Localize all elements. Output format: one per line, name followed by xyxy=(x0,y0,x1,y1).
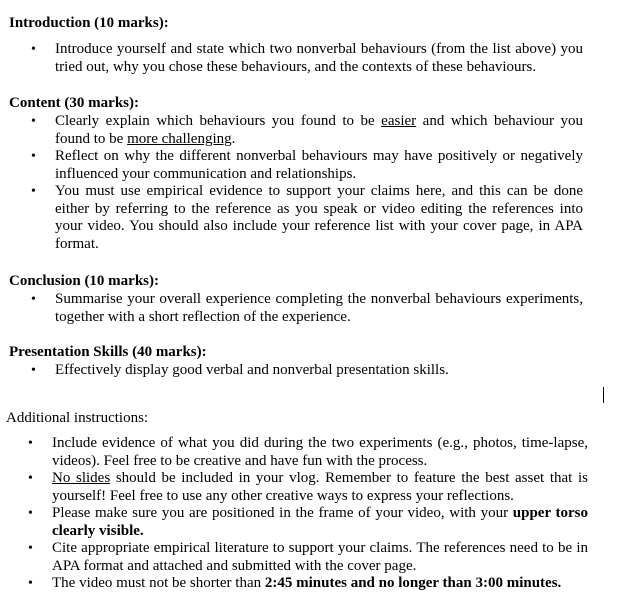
emphasis-more-challenging: more challenging xyxy=(127,130,232,147)
list-item: • Include evidence of what you did during the two experiments (e.g., photos, time-lapse, videos). Feel free to be creative and have fun with the process. xyxy=(28,435,588,469)
list-item: • Clearly explain which behaviours you found to be easier and which behaviour you found to be more challenging. xyxy=(31,113,583,147)
presentation-list xyxy=(31,362,583,380)
text-cursor xyxy=(603,387,604,403)
additional-list xyxy=(28,435,589,593)
content-list xyxy=(31,113,583,253)
bullet-icon: • xyxy=(28,506,33,521)
presentation-heading: Presentation Skills (40 marks): xyxy=(9,344,207,360)
bullet-icon: • xyxy=(28,436,33,451)
emphasis-duration: 2:45 minutes and no longer than 3:00 minutes. xyxy=(264,575,562,591)
bullet-icon: • xyxy=(28,471,33,486)
bullet-icon: • xyxy=(31,363,36,378)
introduction-list xyxy=(31,41,583,76)
additional-instructions-heading: Additional instructions: xyxy=(6,410,149,426)
bullet-icon: • xyxy=(31,149,36,164)
list-item: • Please make sure you are positioned in the frame of your video, with your upper torso clearly visible. xyxy=(28,505,589,539)
list-item: • Cite appropriate empirical literature to support your claims. The references need to be in APA format and attached and submitted with the cover page. xyxy=(28,540,588,574)
emphasis-no-slides: No slides xyxy=(52,470,111,486)
conclusion-heading: Conclusion (10 marks): xyxy=(9,273,160,289)
bullet-icon: • xyxy=(31,184,36,199)
list-item: • Summarise your overall experience completing the nonverbal behaviours experiments, together with a short reflection of the experience. xyxy=(31,291,583,325)
bullet-icon: • xyxy=(28,576,33,591)
bullet-icon: • xyxy=(31,42,36,57)
bullet-icon: • xyxy=(28,541,33,556)
list-item: • You must use empirical evidence to support your claims here, and this can be done either by referring to the reference as you speak or video editing the references into your video. You should also include your reference list with your cover page, in APA format. xyxy=(31,183,583,252)
bullet-icon: • xyxy=(31,292,36,307)
content-heading: Content (30 marks): xyxy=(9,95,139,111)
list-item: • The video must not be shorter than 2:45 minutes and no longer than 3:00 minutes. xyxy=(28,575,562,591)
emphasis-upper-torso: upper torso clearly visible. xyxy=(52,505,589,539)
list-item: • Effectively display good verbal and nonverbal presentation skills. xyxy=(31,362,449,378)
conclusion-list xyxy=(31,291,583,326)
list-item: • Reflect on why the different nonverbal behaviours may have positively or negatively influenced your communication and relationships. xyxy=(31,148,583,182)
emphasis-easier: easier xyxy=(381,113,417,129)
bullet-icon: • xyxy=(31,114,36,129)
introduction-heading: Introduction (10 marks): xyxy=(9,15,169,31)
list-item: • Introduce yourself and state which two nonverbal behaviours (from the list above) you tried out, why you chose these behaviours, and the contexts of these behaviours. xyxy=(31,41,583,75)
list-item: • No slides should be included in your vlog. Remember to feature the best asset that is yourself! Feel free to use any other creative ways to express your reflections. xyxy=(28,470,588,504)
